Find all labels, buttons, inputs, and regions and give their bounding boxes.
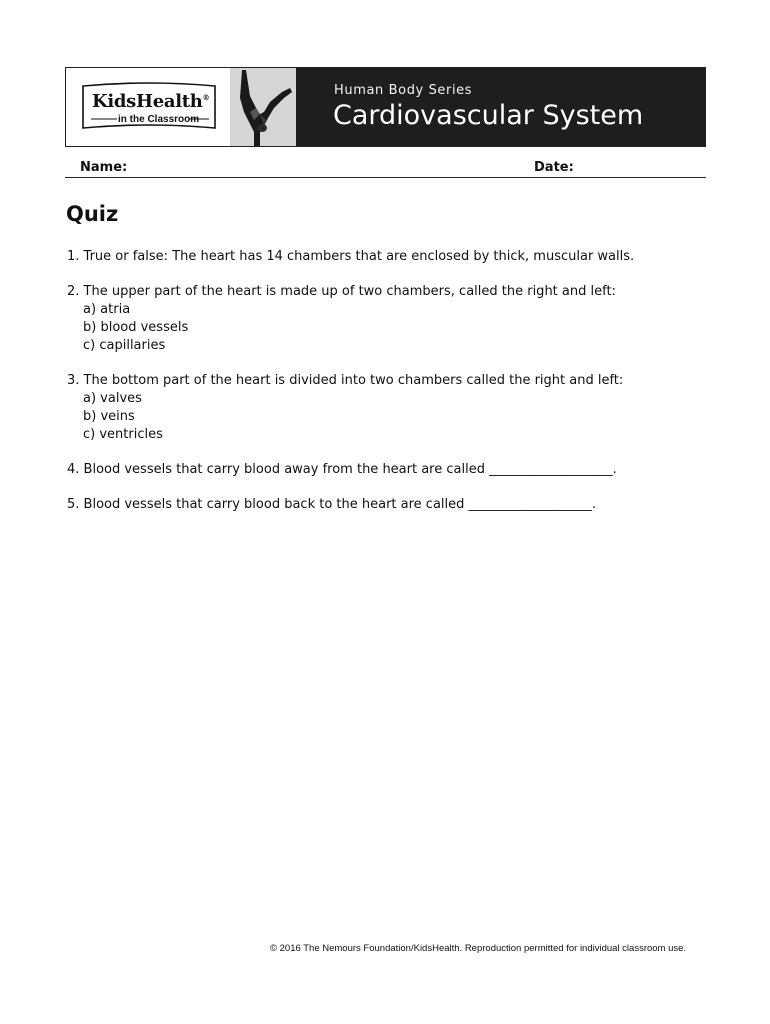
question-text: 5. Blood vessels that carry blood back to the heart are called ___________________.	[67, 497, 597, 512]
cartwheel-child-photo	[230, 68, 296, 146]
answer-option: a) atria	[83, 302, 131, 317]
cartwheel-silhouette-icon	[230, 68, 296, 146]
date-label: Date:	[534, 160, 574, 175]
question-text: 3. The bottom part of the heart is divided into two chambers called the right and left:	[67, 373, 624, 388]
answer-option: b) blood vessels	[83, 320, 189, 335]
answer-option: b) veins	[83, 409, 135, 424]
question-text: 4. Blood vessels that carry blood away from the heart are called ___________________.	[67, 462, 617, 477]
series-label: Human Body Series	[334, 83, 473, 98]
document-header	[65, 67, 706, 147]
kidshealth-logo	[66, 68, 230, 146]
question-text: 1. True or false: The heart has 14 chambers that are enclosed by thick, muscular walls.	[67, 249, 635, 264]
quiz-heading: Quiz	[66, 202, 119, 226]
header-divider	[65, 177, 706, 178]
question-2	[67, 283, 697, 355]
question-1	[67, 248, 697, 266]
answer-option: c) ventricles	[83, 427, 163, 442]
name-label: Name:	[80, 160, 128, 175]
title-bar	[296, 68, 705, 146]
question-5	[67, 496, 697, 514]
question-text: 2. The upper part of the heart is made up of two chambers, called the right and left:	[67, 284, 616, 299]
logo-subtitle: in the Classroom	[118, 114, 200, 125]
copyright-footer: © 2016 The Nemours Foundation/KidsHealth. Reproduction permitted for individual classroom use.	[270, 943, 687, 954]
page-title: Cardiovascular System	[333, 100, 644, 131]
logo-wordmark: KidsHealth®	[92, 91, 210, 112]
question-list	[67, 248, 697, 531]
answer-option: a) valves	[83, 391, 142, 406]
answer-option: c) capillaries	[83, 338, 166, 353]
question-4	[67, 461, 697, 479]
question-3	[67, 372, 697, 444]
